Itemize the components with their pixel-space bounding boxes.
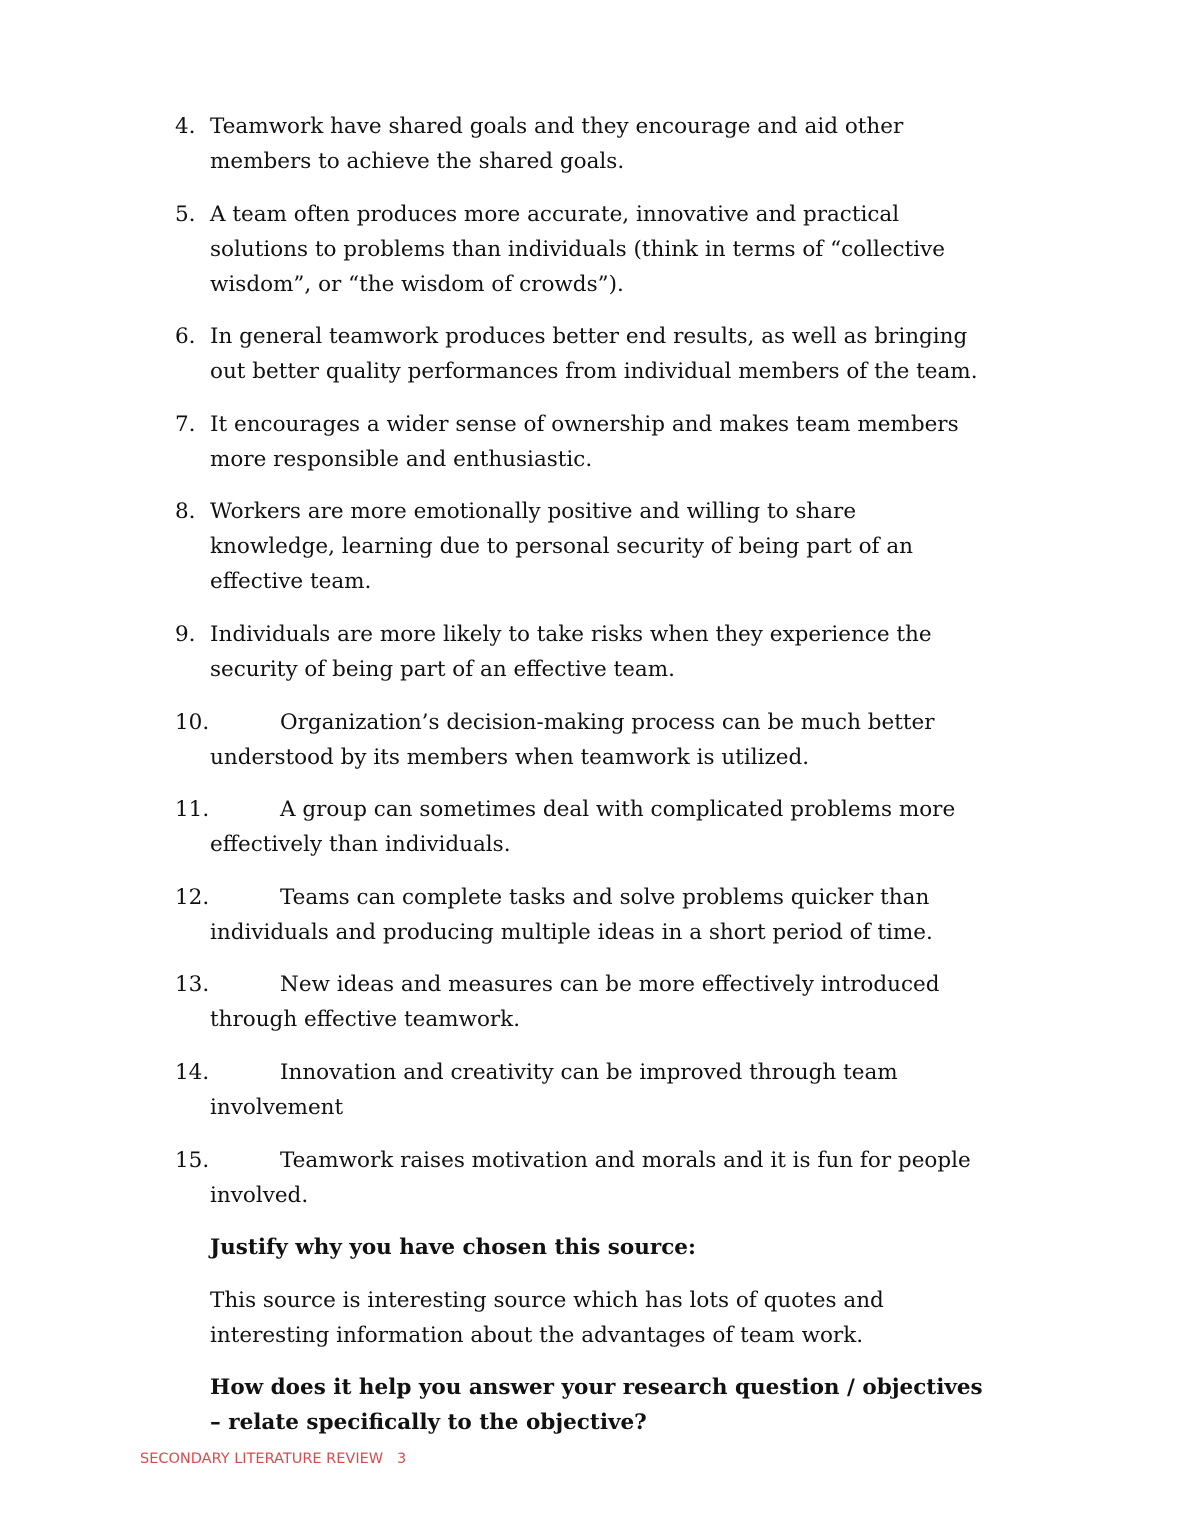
list-text: knowledge, learning due to personal security of being part of an — [210, 534, 914, 560]
list-text: Workers are more emotionally positive and willing to share — [210, 499, 857, 525]
list-item-line — [175, 267, 1075, 302]
question-line: – relate specifically to the objective? — [210, 1410, 647, 1436]
question-line: How does it help you answer your research question / objectives — [210, 1375, 983, 1401]
list-item-line — [175, 617, 1075, 652]
justify-line: This source is interesting source which has lots of quotes and — [210, 1287, 884, 1313]
footer-title: SECONDARY LITERATURE REVIEW — [140, 1451, 384, 1467]
list-item-line — [175, 1055, 1075, 1090]
list-number: 4. — [175, 114, 196, 139]
page-number: 3 — [396, 1451, 407, 1467]
list-text: involved. — [210, 1182, 309, 1208]
list-item-line — [175, 792, 1075, 827]
list-item-line — [175, 232, 1075, 267]
list-item — [175, 617, 1075, 687]
list-text: effective team. — [210, 569, 372, 595]
list-number: 13. — [175, 972, 210, 998]
list-text: individuals and producing multiple ideas in a short period of time. — [210, 919, 933, 945]
list-text: through effective teamwork. — [210, 1007, 521, 1033]
list-text: New ideas and measures can be more effectively introduced — [280, 972, 940, 998]
list-item-line — [175, 109, 1075, 144]
list-text: members to achieve the shared goals. — [210, 149, 625, 174]
list-item-line — [175, 740, 1075, 775]
page-footer — [140, 1451, 406, 1467]
justify-paragraph — [175, 1283, 1075, 1353]
list-item — [175, 792, 1075, 862]
list-text: wisdom”, or “the wisdom of crowds”). — [210, 271, 624, 297]
list-text: understood by its members when teamwork is utilized. — [210, 744, 810, 770]
list-item-line — [175, 564, 1075, 599]
list-item-line — [175, 144, 1075, 179]
list-text: more responsible and enthusiastic. — [210, 446, 593, 472]
list-text: Teamwork have shared goals and they encourage and aid other — [210, 114, 904, 139]
list-text: security of being part of an effective team. — [210, 656, 675, 682]
list-text: Innovation and creativity can be improved through team — [280, 1059, 898, 1085]
list-item — [175, 1143, 1075, 1213]
list-text: Teams can complete tasks and solve problems quicker than — [280, 884, 930, 910]
list-item-line — [175, 705, 1075, 740]
list-number: 5. — [175, 201, 196, 227]
question-heading — [175, 1370, 1075, 1440]
advantages-list — [175, 109, 1075, 1213]
list-text: Individuals are more likely to take risks when they experience the — [210, 621, 932, 647]
list-item-line — [175, 319, 1075, 354]
list-item-line — [175, 494, 1075, 529]
list-item-line — [175, 442, 1075, 477]
list-number: 12. — [175, 884, 210, 910]
list-text: Teamwork raises motivation and morals and it is fun for people — [280, 1147, 971, 1173]
list-item — [175, 407, 1075, 477]
list-item-line — [175, 354, 1075, 389]
list-number: 14. — [175, 1059, 210, 1085]
list-number: 6. — [175, 324, 196, 350]
list-item — [175, 967, 1075, 1037]
list-item — [175, 494, 1075, 599]
document-body — [175, 109, 1075, 1458]
list-item — [175, 1055, 1075, 1125]
list-text: A team often produces more accurate, innovative and practical — [210, 201, 900, 227]
list-text: In general teamwork produces better end results, as well as bringing — [210, 324, 968, 350]
list-item-line — [175, 1090, 1075, 1125]
list-item-line — [175, 529, 1075, 564]
list-item-line — [175, 967, 1075, 1002]
list-item — [175, 705, 1075, 775]
list-number: 10. — [175, 709, 210, 735]
list-number: 9. — [175, 621, 196, 647]
list-text: involvement — [210, 1094, 344, 1120]
list-item-line — [175, 880, 1075, 915]
list-item — [175, 197, 1075, 302]
list-text: A group can sometimes deal with complicated problems more — [280, 797, 956, 823]
justify-heading — [175, 1230, 1075, 1265]
justify-heading-text: Justify why you have chosen this source: — [210, 1235, 696, 1261]
list-item — [175, 109, 1075, 179]
list-item — [175, 319, 1075, 389]
list-text: out better quality performances from individual members of the team. — [210, 359, 978, 385]
list-item-line — [175, 915, 1075, 950]
list-item-line — [175, 1178, 1075, 1213]
list-text: Organization’s decision-making process can be much better — [280, 709, 935, 735]
list-number: 7. — [175, 411, 196, 437]
list-text: It encourages a wider sense of ownership and makes team members — [210, 411, 959, 437]
list-text: solutions to problems than individuals (think in terms of “collective — [210, 236, 945, 262]
list-number: 11. — [175, 797, 210, 823]
list-item-line — [175, 1143, 1075, 1178]
list-item-line — [175, 1002, 1075, 1037]
list-item-line — [175, 407, 1075, 442]
justify-line: interesting information about the advantages of team work. — [210, 1322, 864, 1348]
list-item — [175, 880, 1075, 950]
list-number: 8. — [175, 499, 196, 525]
list-item-line — [175, 827, 1075, 862]
list-item-line — [175, 652, 1075, 687]
list-text: effectively than individuals. — [210, 832, 511, 858]
list-number: 15. — [175, 1147, 210, 1173]
list-item-line — [175, 197, 1075, 232]
